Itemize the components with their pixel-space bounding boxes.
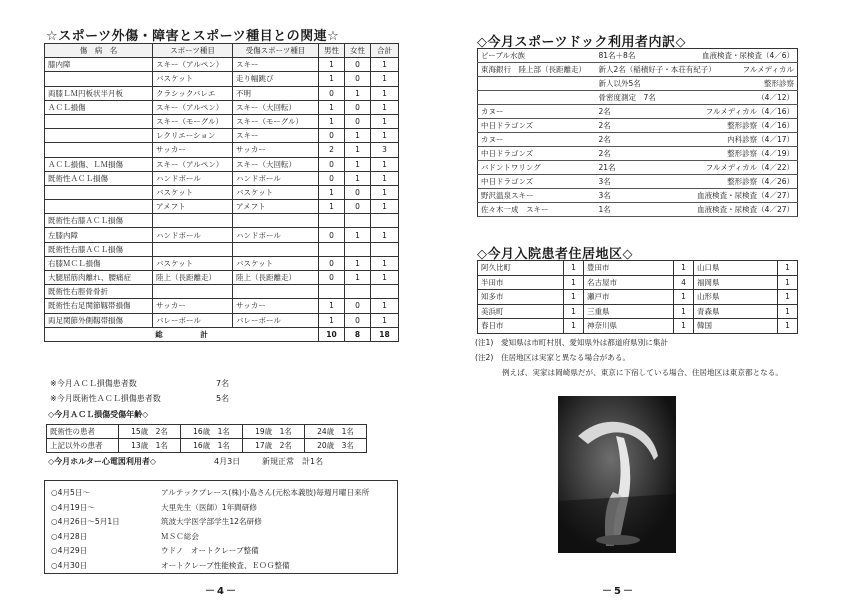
residence-area: 三重県 xyxy=(584,304,674,319)
injury-name: 既術性右足関節靱帯損傷 xyxy=(45,299,153,313)
dock-row xyxy=(478,175,798,189)
female-count: 0 xyxy=(345,114,371,128)
sport-type: バスケット xyxy=(153,72,233,86)
sport-type: バスケット xyxy=(153,256,233,270)
injured-sport: サッカー xyxy=(233,143,319,157)
total-all: 18 xyxy=(371,327,399,341)
injury-name xyxy=(45,114,153,128)
male-count: 0 xyxy=(319,228,345,242)
dock-exam: フルメディカル xyxy=(688,63,798,77)
age-cell: 24歳 1名 xyxy=(305,425,367,439)
injury-name: 左膝内障 xyxy=(45,228,153,242)
total-count: 1 xyxy=(371,200,399,214)
sport-type: ハンドボール xyxy=(153,228,233,242)
event-text: 大里先生（医師）1年間研修 xyxy=(161,502,257,512)
residence-count: 1 xyxy=(564,319,584,334)
total-count: 1 xyxy=(371,256,399,270)
holter-date: 4月3日 xyxy=(214,457,241,466)
dock-exam: フルメディカル（4／22） xyxy=(688,161,798,175)
event-text: 筑波大学医学部学生12名研修 xyxy=(161,517,262,526)
dock-row xyxy=(478,161,798,175)
age-cell: 13歳 1名 xyxy=(119,439,181,453)
injury-total-row xyxy=(45,327,399,341)
dock-row xyxy=(478,105,798,119)
injury-row xyxy=(45,214,399,228)
male-count: 0 xyxy=(319,271,345,285)
total-count: 1 xyxy=(371,299,399,313)
residence-area: 阿久比町 xyxy=(478,261,564,276)
male-count: 1 xyxy=(319,58,345,72)
dock-count: 3名 xyxy=(596,189,688,203)
injury-row xyxy=(45,200,399,214)
residence-area: 韓国 xyxy=(694,319,778,334)
dock-user: バドントワリング xyxy=(478,161,596,175)
note-2: (注2) 住居地区は実家と異なる場合がある。 xyxy=(475,353,631,362)
sport-type: レクリエーション xyxy=(153,129,233,143)
female-count: 0 xyxy=(345,72,371,86)
female-count: 0 xyxy=(345,313,371,327)
injured-sport: ハンドボール xyxy=(233,228,319,242)
event-date: ○4月5日～ xyxy=(51,488,91,497)
male-count: 0 xyxy=(319,171,345,185)
residence-row xyxy=(478,319,798,334)
sport-type: スキー（アルペン） xyxy=(153,58,233,72)
header-total: 合計 xyxy=(371,44,399,58)
acl-count-value: 7名 xyxy=(216,379,230,388)
residence-count: 1 xyxy=(564,304,584,319)
total-female: 8 xyxy=(345,327,371,341)
injury-name: 既術性右脛骨骨折 xyxy=(45,285,153,299)
total-count: 1 xyxy=(371,72,399,86)
dock-count: 新人以外5名 xyxy=(596,77,688,91)
acl-count-label: ※今月ＡＣＬ損傷患者数 xyxy=(50,379,137,388)
residence-area: 知多市 xyxy=(478,290,564,305)
total-male: 10 xyxy=(319,327,345,341)
female-count: 0 xyxy=(345,200,371,214)
sport-type: スキー（アルペン） xyxy=(153,157,233,171)
residence-area: 山形県 xyxy=(694,290,778,305)
total-count: 3 xyxy=(371,143,399,157)
residence-count: 4 xyxy=(674,275,694,290)
holter-detail: 新規正常 計1名 xyxy=(262,457,324,466)
injury-name: 既術性右膝ＡＣＬ損傷 xyxy=(45,214,153,228)
male-count: 0 xyxy=(319,157,345,171)
event-text: アルテックプレース(株)小島さん(元松本義肢)毎週月曜日来所 xyxy=(161,488,370,497)
sport-type: スキー（モーグル） xyxy=(153,114,233,128)
event-text: ＭＳＣ総会 xyxy=(161,531,199,541)
dock-row xyxy=(478,189,798,203)
residence-area: 青森県 xyxy=(694,304,778,319)
injury-row xyxy=(45,313,399,327)
age-row-label: 既術性の患者 xyxy=(47,425,119,439)
injury-row xyxy=(45,242,399,256)
age-section-title: ◇今月ＡＣＬ損傷受傷年齢◇ xyxy=(48,410,149,419)
total-count: 1 xyxy=(371,114,399,128)
age-cell: 16歳 1名 xyxy=(181,439,243,453)
dock-exam: 整形診察（4／16） xyxy=(688,119,798,133)
injury-name xyxy=(45,143,153,157)
header-sport: スポーツ種目 xyxy=(153,44,233,58)
injury-name: 膝内障 xyxy=(45,58,153,72)
total-count: 1 xyxy=(371,58,399,72)
page-number-right: －5－ xyxy=(602,586,635,597)
injury-name: 既術性ＡＣＬ損傷 xyxy=(45,171,153,185)
dock-exam: 内科診察（4／17） xyxy=(688,133,798,147)
dock-count: 2名 xyxy=(596,147,688,161)
dock-count: 2名 xyxy=(596,105,688,119)
residence-row xyxy=(478,261,798,276)
residence-table xyxy=(477,260,798,334)
dock-row xyxy=(478,147,798,161)
residence-count: 1 xyxy=(564,261,584,276)
residence-section-title: ◇今月入院患者住居地区◇ xyxy=(477,247,633,262)
injury-name xyxy=(45,185,153,199)
dock-user: 中日ドラゴンズ xyxy=(478,147,596,161)
acl-prior-value: 5名 xyxy=(216,394,230,403)
female-count: 1 xyxy=(345,157,371,171)
dock-count: 2名 xyxy=(596,133,688,147)
male-count: 0 xyxy=(319,129,345,143)
female-count: 1 xyxy=(345,256,371,270)
residence-count: 1 xyxy=(674,261,694,276)
injury-section-title: ☆スポーツ外傷・障害とスポーツ種目との関連☆ xyxy=(46,29,340,44)
dock-row xyxy=(478,77,798,91)
residence-area: 豊田市 xyxy=(584,261,674,276)
dock-exam: 整形診察（4／26） xyxy=(688,175,798,189)
male-count: 1 xyxy=(319,185,345,199)
injury-name: 大腿屈筋肉離れ、腰痛症 xyxy=(45,271,153,285)
injury-name: 両足関節外側靱帯損傷 xyxy=(45,313,153,327)
dock-count: 1名 xyxy=(596,203,688,217)
residence-area: 福岡県 xyxy=(694,275,778,290)
dock-exam: フルメディカル（4／16） xyxy=(688,105,798,119)
male-count: 0 xyxy=(319,256,345,270)
note-1: (注1) 愛知県は市町村別、愛知県外は都道府県別に集計 xyxy=(475,338,669,347)
injury-name: 右膝ＭＣＬ損傷 xyxy=(45,256,153,270)
dock-count: 骨密度測定 7名 xyxy=(596,91,688,105)
injured-sport: 陸上（長距離走） xyxy=(233,271,319,285)
dock-user: 中日ドラゴンズ xyxy=(478,175,596,189)
residence-row xyxy=(478,290,798,305)
residence-count: 1 xyxy=(778,290,798,305)
total-count: 1 xyxy=(371,129,399,143)
dock-count: 2名 xyxy=(596,119,688,133)
age-cell: 20歳 3名 xyxy=(305,439,367,453)
female-count: 1 xyxy=(345,171,371,185)
dock-row xyxy=(478,133,798,147)
dock-row xyxy=(478,91,798,105)
header-injured-sport: 受傷スポーツ種目 xyxy=(233,44,319,58)
sport-type: クラシックバレエ xyxy=(153,86,233,100)
male-count: 1 xyxy=(319,72,345,86)
sport-type xyxy=(153,285,233,299)
injury-row xyxy=(45,256,399,270)
sport-type: バスケット xyxy=(153,185,233,199)
sport-type xyxy=(153,242,233,256)
female-count: 0 xyxy=(345,58,371,72)
injury-row xyxy=(45,185,399,199)
injury-name: ＡＣＬ損傷 xyxy=(45,100,153,114)
age-row xyxy=(47,425,367,439)
injury-table xyxy=(44,43,399,342)
total-count xyxy=(371,242,399,256)
age-cell: 15歳 2名 xyxy=(119,425,181,439)
injury-row xyxy=(45,285,399,299)
injury-name xyxy=(45,200,153,214)
total-count: 1 xyxy=(371,228,399,242)
ballet-dancer-image xyxy=(558,396,676,553)
sport-type: 陸上（長距離走） xyxy=(153,271,233,285)
injury-name xyxy=(45,72,153,86)
residence-area: 神奈川県 xyxy=(584,319,674,334)
dock-user xyxy=(478,77,596,91)
residence-count: 1 xyxy=(674,304,694,319)
dock-count: 81名＋8名 xyxy=(596,49,688,63)
dock-user xyxy=(478,91,596,105)
dock-exam: 整形診察（4／19） xyxy=(688,147,798,161)
injury-row xyxy=(45,58,399,72)
residence-area: 半田市 xyxy=(478,275,564,290)
dock-exam: 血液検査・尿検査（4／27） xyxy=(688,189,798,203)
note-example: 例えば、実家は岡崎県だが、東京に下宿している場合、住居地区は東京都となる。 xyxy=(502,368,783,377)
age-cell: 19歳 1名 xyxy=(243,425,305,439)
injured-sport: ハンドボール xyxy=(233,171,319,185)
injury-row xyxy=(45,157,399,171)
injured-sport xyxy=(233,242,319,256)
dock-table xyxy=(477,48,798,217)
residence-count: 1 xyxy=(778,261,798,276)
injured-sport: スキー（モーグル） xyxy=(233,114,319,128)
age-row-label: 上記以外の患者 xyxy=(47,439,119,453)
total-count: 1 xyxy=(371,185,399,199)
residence-area: 名古屋市 xyxy=(584,275,674,290)
residence-count: 1 xyxy=(564,275,584,290)
injury-row xyxy=(45,129,399,143)
female-count: 1 xyxy=(345,228,371,242)
injury-row xyxy=(45,171,399,185)
total-count: 1 xyxy=(371,157,399,171)
injured-sport xyxy=(233,285,319,299)
total-label: 総 計 xyxy=(45,327,319,341)
male-count: 1 xyxy=(319,299,345,313)
sport-type: アメフト xyxy=(153,200,233,214)
header-male: 男性 xyxy=(319,44,345,58)
male-count: 0 xyxy=(319,86,345,100)
injury-name: 両膝ＬＭ円板状半月板 xyxy=(45,86,153,100)
female-count: 1 xyxy=(345,271,371,285)
event-date: ○4月19日～ xyxy=(51,502,95,512)
injury-row xyxy=(45,86,399,100)
injury-row xyxy=(45,100,399,114)
injured-sport: バスケット xyxy=(233,256,319,270)
event-text: オートクレーブ性能検査、ＥＯＧ整備 xyxy=(161,560,290,570)
male-count: 1 xyxy=(319,200,345,214)
female-count xyxy=(345,214,371,228)
dock-user: カヌー xyxy=(478,105,596,119)
dock-section-title: ◇今月スポーツドック利用者内訳◇ xyxy=(477,35,686,50)
dock-exam: 血液検査・尿検査（4／6） xyxy=(688,49,798,63)
age-row xyxy=(47,439,367,453)
holter-label: ◇今月ホルター心電図利用者◇ xyxy=(48,457,156,466)
injured-sport xyxy=(233,214,319,228)
residence-count: 1 xyxy=(674,290,694,305)
residence-area: 春日市 xyxy=(478,319,564,334)
injured-sport: バスケット xyxy=(233,185,319,199)
events-box xyxy=(44,480,398,574)
dock-user: カヌー xyxy=(478,133,596,147)
sport-type xyxy=(153,214,233,228)
residence-area: 山口県 xyxy=(694,261,778,276)
total-count: 1 xyxy=(371,171,399,185)
female-count: 0 xyxy=(345,100,371,114)
total-count: 1 xyxy=(371,86,399,100)
residence-count: 1 xyxy=(778,319,798,334)
dock-user: ビーブル水族 xyxy=(478,49,596,63)
male-count: 1 xyxy=(319,114,345,128)
total-count xyxy=(371,214,399,228)
acl-prior-label: ※今月既術性ＡＣＬ損傷患者数 xyxy=(50,394,161,403)
dock-user: 佐々木一成 スキー xyxy=(478,203,596,217)
total-count: 1 xyxy=(371,100,399,114)
residence-area: 美浜町 xyxy=(478,304,564,319)
male-count: 1 xyxy=(319,100,345,114)
injury-row xyxy=(45,299,399,313)
injury-row xyxy=(45,72,399,86)
sport-type: ハンドボール xyxy=(153,171,233,185)
dock-row xyxy=(478,203,798,217)
injury-row xyxy=(45,114,399,128)
dock-count: 21名 xyxy=(596,161,688,175)
residence-count: 1 xyxy=(564,290,584,305)
female-count: 1 xyxy=(345,143,371,157)
event-date: ○4月29日 xyxy=(51,546,88,555)
injury-table-header xyxy=(45,44,399,58)
event-date: ○4月30日 xyxy=(51,560,88,570)
dock-user: 中日ドラゴンズ xyxy=(478,119,596,133)
injury-name: ＡＣＬ損傷、ＬＭ損傷 xyxy=(45,157,153,171)
age-cell: 16歳 1名 xyxy=(181,425,243,439)
sport-type: スキー（アルペン） xyxy=(153,100,233,114)
event-date: ○4月26日～5月1日 xyxy=(51,517,120,526)
injured-sport: 走り幅跳び xyxy=(233,72,319,86)
female-count: 1 xyxy=(345,129,371,143)
male-count: 1 xyxy=(319,313,345,327)
event-date: ○4月28日 xyxy=(51,531,88,541)
injury-table-body xyxy=(45,58,399,328)
age-table xyxy=(46,424,367,453)
female-count: 0 xyxy=(345,299,371,313)
dock-exam: （4／12） xyxy=(688,91,798,105)
injury-name: 既術性右膝ＡＣＬ損傷 xyxy=(45,242,153,256)
residence-count: 1 xyxy=(674,319,694,334)
injury-name xyxy=(45,129,153,143)
total-count: 1 xyxy=(371,271,399,285)
ballet-photo xyxy=(558,396,676,553)
total-count xyxy=(371,285,399,299)
female-count xyxy=(345,285,371,299)
residence-row xyxy=(478,275,798,290)
injury-row xyxy=(45,271,399,285)
female-count: 1 xyxy=(345,86,371,100)
dock-exam: 血液検査・尿検査（4／27） xyxy=(688,203,798,217)
injured-sport: バレーボール xyxy=(233,313,319,327)
event-text: ウドノ オートクレーブ整備 xyxy=(161,546,259,555)
injured-sport: スキー（大回転） xyxy=(233,100,319,114)
dock-count: 新人2名（稲積好子・本荘有紀子） xyxy=(596,63,688,77)
residence-count: 1 xyxy=(778,304,798,319)
dock-exam: 整形診察 xyxy=(688,77,798,91)
injured-sport: サッカー xyxy=(233,299,319,313)
dock-row xyxy=(478,63,798,77)
page-number-left: －4－ xyxy=(205,586,238,597)
dock-count: 3名 xyxy=(596,175,688,189)
sport-type: バレーボール xyxy=(153,313,233,327)
sport-type: サッカー xyxy=(153,143,233,157)
male-count: 2 xyxy=(319,143,345,157)
injured-sport: 不明 xyxy=(233,86,319,100)
male-count xyxy=(319,285,345,299)
residence-count: 1 xyxy=(778,275,798,290)
injured-sport: スキー xyxy=(233,129,319,143)
injured-sport: アメフト xyxy=(233,200,319,214)
dock-user: 野沢温泉スキー xyxy=(478,189,596,203)
residence-area: 瀬戸市 xyxy=(584,290,674,305)
dock-user: 東海銀行 陸上部（長距離走） xyxy=(478,63,596,77)
injury-row xyxy=(45,228,399,242)
injured-sport: スキー（大回転） xyxy=(233,157,319,171)
female-count: 0 xyxy=(345,185,371,199)
residence-row xyxy=(478,304,798,319)
header-female: 女性 xyxy=(345,44,371,58)
male-count xyxy=(319,242,345,256)
total-count: 1 xyxy=(371,313,399,327)
sport-type: サッカー xyxy=(153,299,233,313)
header-injury: 傷 病 名 xyxy=(45,44,153,58)
age-cell: 17歳 2名 xyxy=(243,439,305,453)
injured-sport: スキー xyxy=(233,58,319,72)
injury-row xyxy=(45,143,399,157)
female-count xyxy=(345,242,371,256)
dock-row xyxy=(478,49,798,63)
male-count xyxy=(319,214,345,228)
dock-row xyxy=(478,119,798,133)
